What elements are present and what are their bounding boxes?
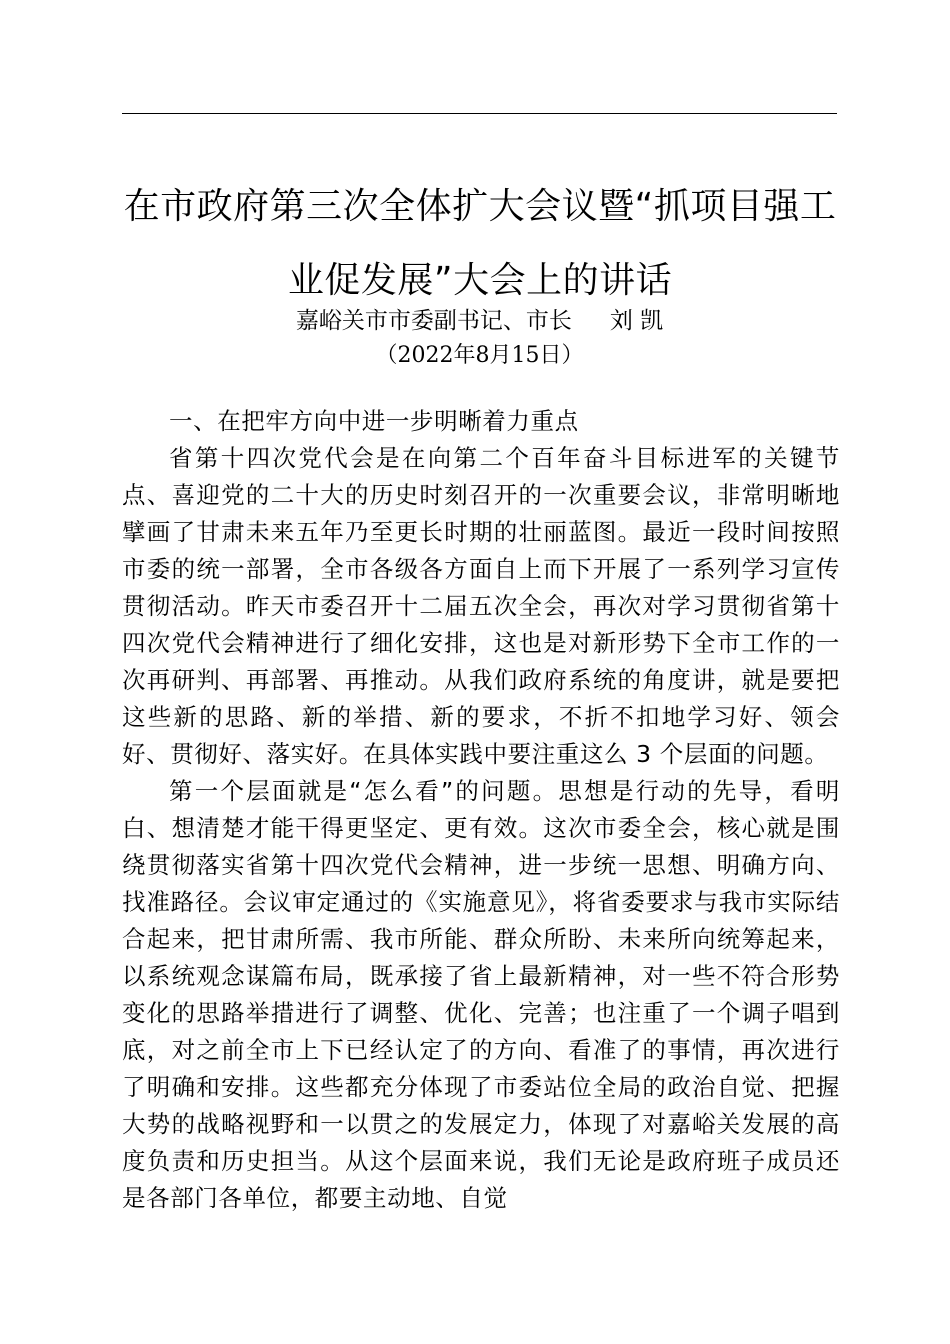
author-name: 刘 凯	[609, 308, 664, 334]
header-rule	[122, 113, 837, 114]
author-byline	[122, 304, 837, 338]
section-heading: 一、在把牢方向中进一步明晰着力重点	[169, 407, 579, 435]
speech-date: （2022年8月15日）	[375, 343, 584, 368]
body-paragraph: 省第十四次党代会是在向第二个百年奋斗目标进军的关键节点、喜迎党的二十大的历史时刻召开的一次重要会议，非常明晰地擘画了甘肃未来五年乃至更长时期的壮丽蓝图。最近一段时间按照市委的统一部署，全市各级各方面自上而下开展了一系列学习宣传贯彻活动。昨天市委召开十二届五次全会，再次对学习贯彻省第十四次党代会精神进行了细化安排，这也是对新形势下全市工作的一次再研判、再部署、再推动。从我们政府系统的角度讲，就是要把这些新的思路、新的举措、新的要求，不折不扣地学习好、领会好、贯彻好、落实好。在具体实践中要注重这么 3 个层面的问题。	[122, 444, 840, 768]
title-line-1: 在市政府第三次全体扩大会议暨“抓项目强工	[123, 186, 837, 227]
document-title	[110, 170, 850, 318]
body-paragraph: 第一个层面就是“怎么看”的问题。思想是行动的先导，看明白、想清楚才能干得更坚定、更有效。这次市委全会，核心就是围绕贯彻落实省第十四次党代会精神，进一步统一思想、明确方向、找准路径。会议审定通过的《实施意见》，将省委要求与我市实际结合起来，把甘肃所需、我市所能、群众所盼、未来所向统筹起来，以系统观念谋篇布局，既承接了省上最新精神，对一些不符合形势变化的思路举措进行了调整、优化、完善；也注重了一个调子唱到底，对之前全市上下已经认定了的方向、看准了的事情，再次进行了明确和安排。这些都充分体现了市委站位全局的政治自觉、把握大势的战略视野和一以贯之的发展定力，体现了对嘉峪关发展的高度负责和历史担当。从这个层面来说，我们无论是政府班子成员还是各部门各单位，都要主动地、自觉	[122, 777, 840, 1212]
author-title: 嘉峪关市市委副书记、市长	[295, 308, 572, 334]
title-line-2: 业促发展”大会上的讲话	[287, 260, 673, 301]
document-body	[122, 403, 840, 1217]
